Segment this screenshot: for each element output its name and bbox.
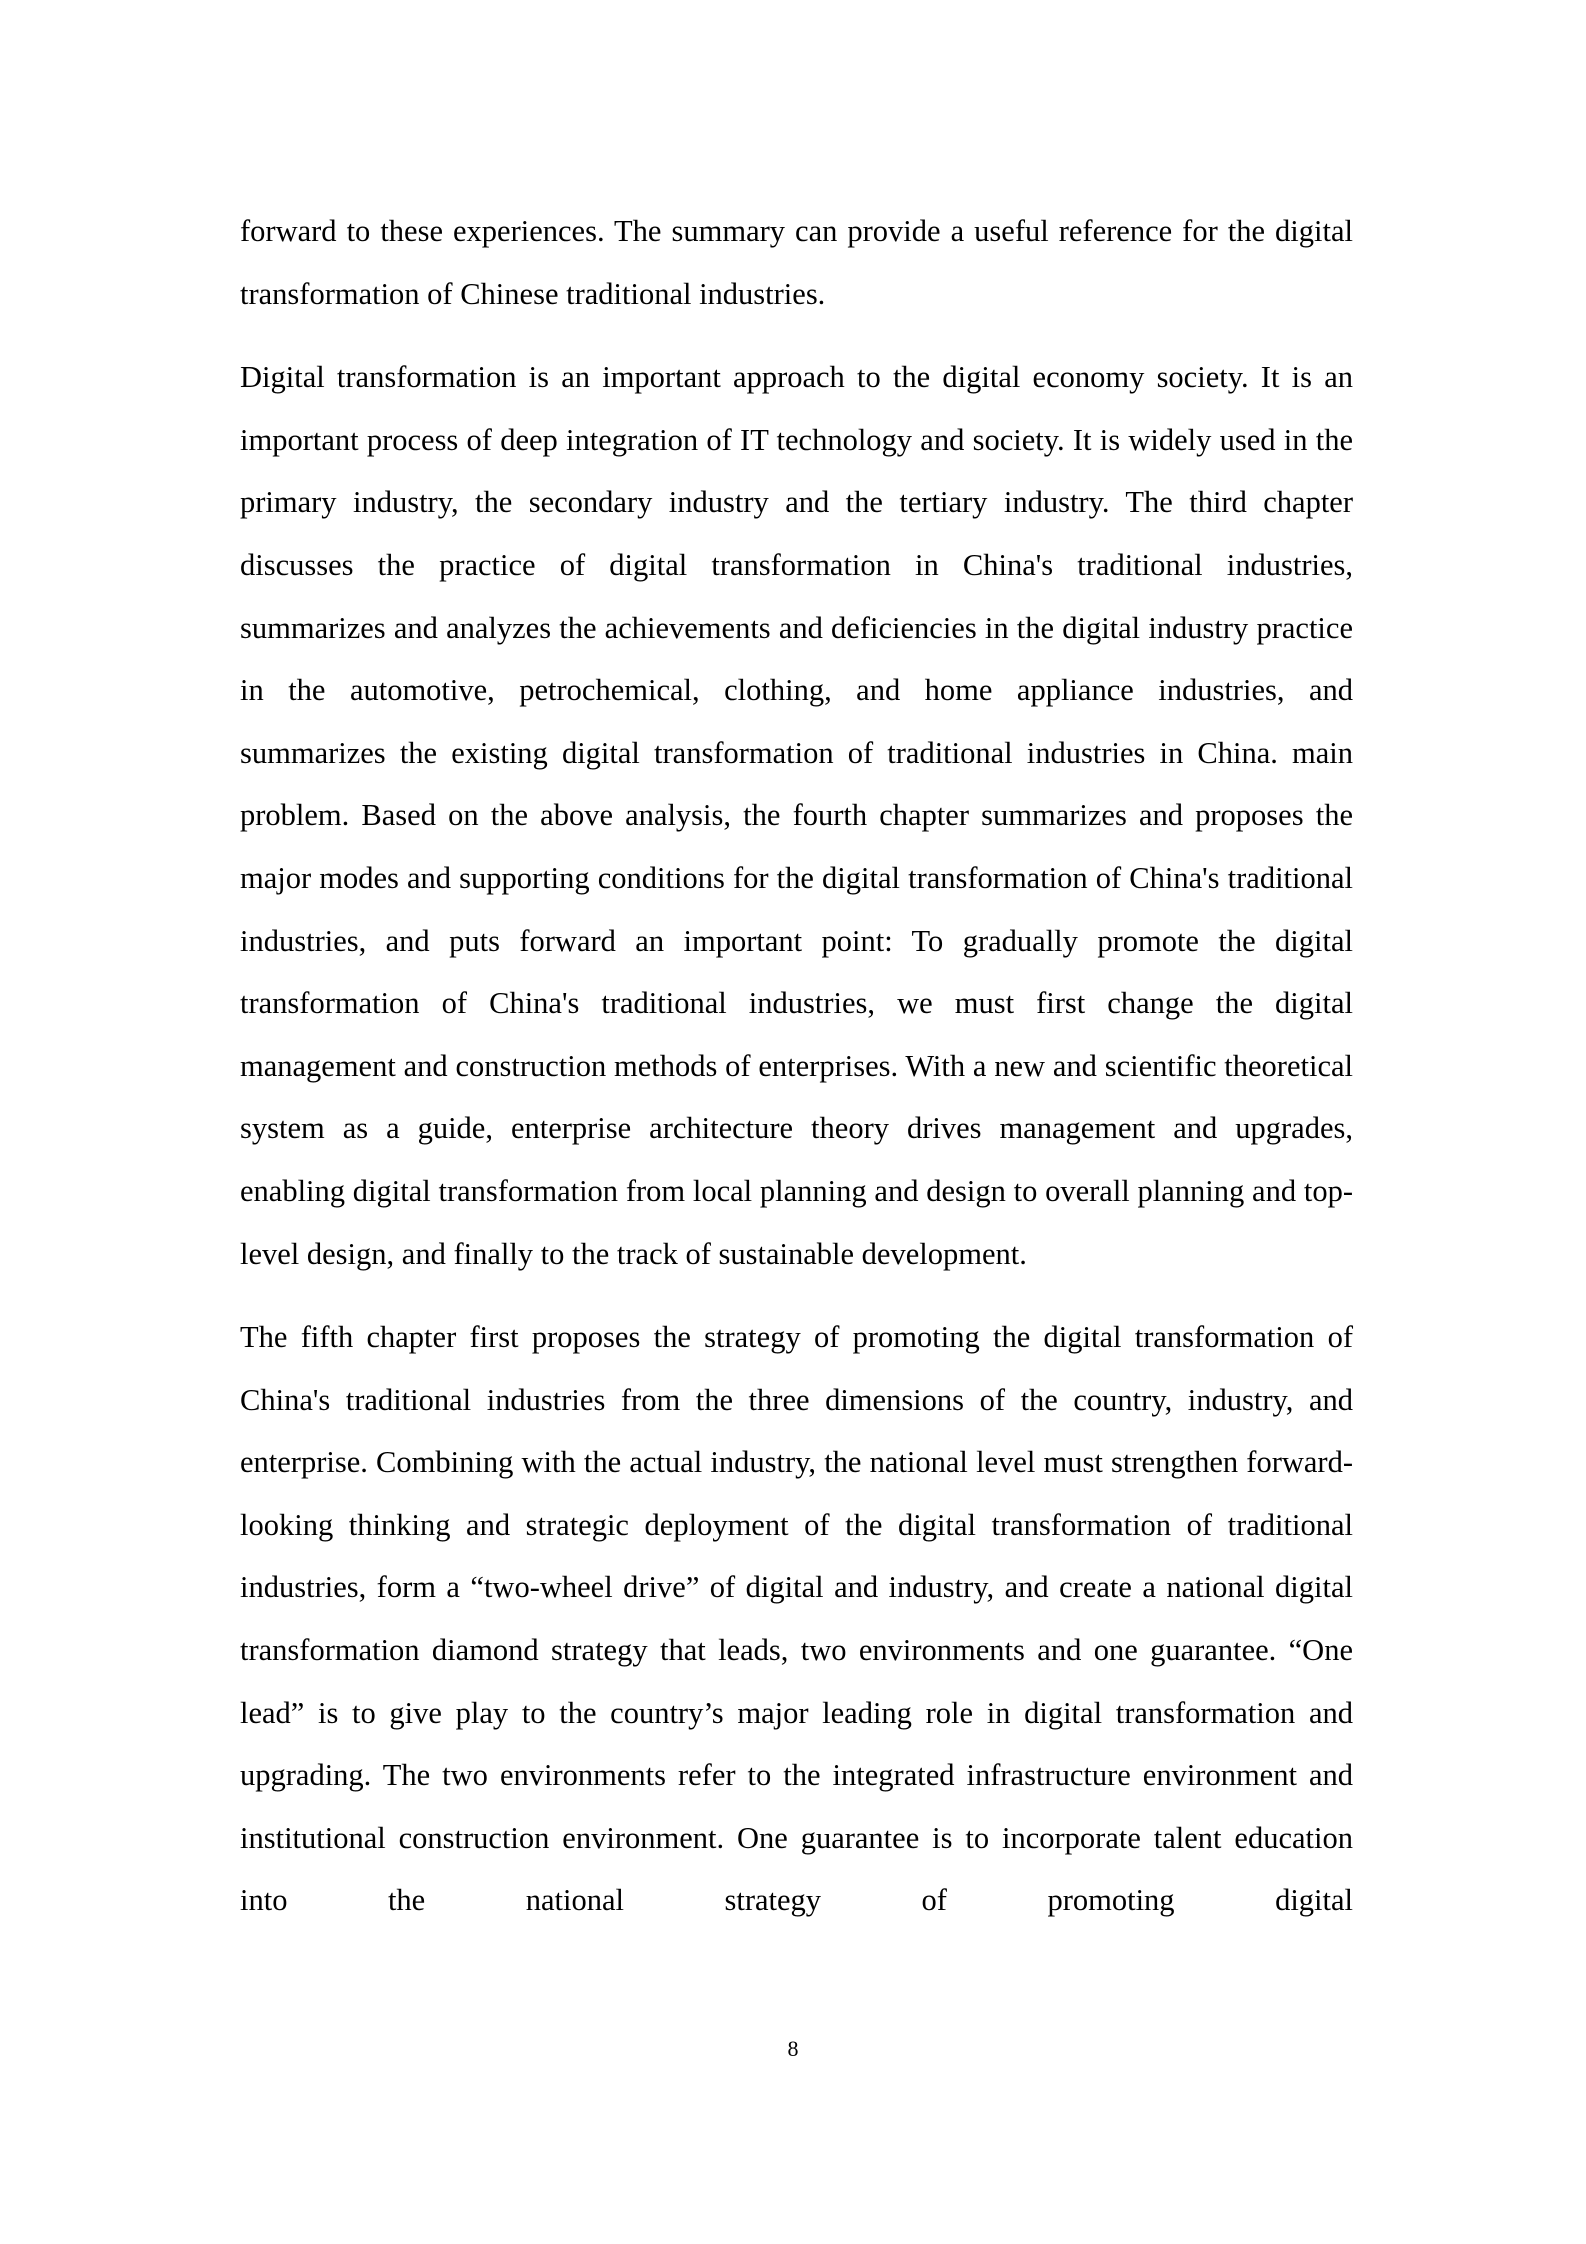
paragraph-chapter-five: The fifth chapter first proposes the strategy of promoting the digital transformation of China's traditional industries from the three dimensions of the country, industry, and enterprise. Combining with the actual industry, the national level must strengthen forward-looking thinking and strategic deployment of the digital transformation of traditional industries, form a “two-wheel drive” of digital and industry, and create a national digital transformation diamond strategy that leads, two environments and one guarantee. “One lead” is to give play to the country’s major leading role in digital transformation and upgrading. The two environments refer to the integrated infrastructure environment and institutional construction environment. One guarantee is to incorporate talent education into the national strategy of promoting digital [240, 1320, 1353, 1918]
paragraph-continuation: forward to these experiences. The summary can provide a useful reference for the digital transformation of Chinese traditional industries. [240, 214, 1353, 311]
page-number: 8 [787, 2036, 799, 2061]
body-text [240, 200, 1353, 1953]
paragraph-chapters-three-four: Digital transformation is an important approach to the digital economy society. It is an important process of deep integration of IT technology and society. It is widely used in the primary industry, the secondary industry and the tertiary industry. The third chapter discusses the practice of digital transformation in China's traditional industries, summarizes and analyzes the achievements and deficiencies in the digital industry practice in the automotive, petrochemical, clothing, and home appliance industries, and summarizes the existing digital transformation of traditional industries in China. main problem. Based on the above analysis, the fourth chapter summarizes and proposes the major modes and supporting conditions for the digital transformation of China's traditional industries, and puts forward an important point: To gradually promote the digital transformation of China's traditional industries, we must first change the digital management and construction methods of enterprises. With a new and scientific theoretical system as a guide, enterprise architecture theory drives management and upgrades, enabling digital transformation from local planning and design to overall planning and top-level design, and finally to the track of sustainable development. [240, 360, 1353, 1271]
